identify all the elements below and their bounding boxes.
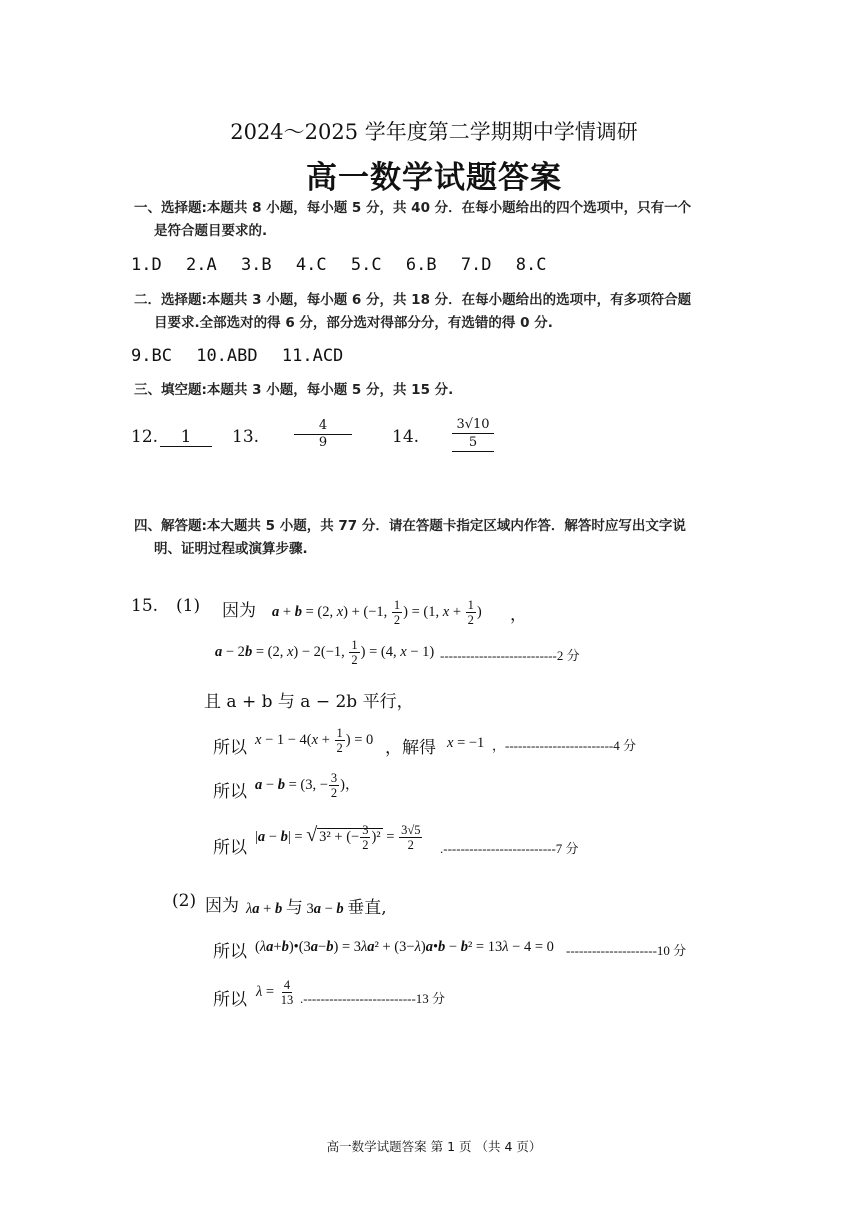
- q15-eq1: a + b = (2, x) + (−1, $\frac{1}{2}$ ) = (1, x + $\frac{1}{2}$ ): [272, 598, 482, 627]
- answer-11: 11.ACD: [281, 346, 344, 366]
- q15-so-3: 所以: [213, 838, 247, 858]
- q15-eq4: a − b = (3, − $\frac{3}{2}$ )，: [255, 771, 360, 800]
- q15-score-2: ---------------------------2 分: [440, 648, 580, 663]
- q15-perp: λa + b 与 3a − b 垂直,: [246, 898, 387, 918]
- q14-denominator: 5: [452, 434, 494, 452]
- q15-score-10: ---------------------10 分: [566, 943, 687, 958]
- answer-3: 3.B: [240, 255, 272, 275]
- q13-numerator: 4: [294, 418, 352, 435]
- fill-q14-label: 14.: [392, 427, 420, 447]
- q15-eq2: a − 2b = (2, x) − 2(−1, $\frac{1}{2}$ ) = (4, x − 1): [215, 638, 435, 667]
- q15-score-7: .--------------------------7 分: [440, 841, 579, 856]
- section-4-line2: 明、证明过程或演算步骤.: [154, 541, 308, 557]
- q15-part2-label: (2): [172, 891, 197, 911]
- q14-numerator: 3√10: [452, 416, 494, 434]
- section-3-line1: 三、填空题:本题共 3 小题，每小题 5 分，共 15 分.: [134, 382, 454, 398]
- q15-eq7: λ = $\frac{4}{13}$: [256, 978, 294, 1007]
- fill-q14-answer: [452, 416, 494, 452]
- fill-q13-answer: [294, 418, 352, 451]
- q15-score-13: .--------------------------13 分: [300, 991, 446, 1006]
- section-4-line1: 四、解答题:本大题共 5 小题，共 77 分．请在答题卡指定区域内作答．解答时应写出文字说: [134, 518, 686, 534]
- answer-6: 6.B: [405, 255, 437, 275]
- q15-parallel: 且 a + b 与 a − 2b 平行，: [204, 692, 414, 712]
- q15-so-5: 所以: [213, 990, 247, 1010]
- answer-10: 10.ABD: [196, 346, 258, 366]
- section-2-line2: 目要求.全部选对的得 6 分，部分选对得部分分，有选错的得 0 分.: [154, 315, 553, 331]
- q15-so-1: 所以: [213, 738, 247, 758]
- q15-eq3: x − 1 − 4(x + $\frac{1}{2}$ ) = 0: [255, 726, 374, 755]
- section-1-line1: 一、选择题:本题共 8 小题，每小题 5 分，共 40 分．在每小题给出的四个选项中，只有一个: [134, 200, 692, 216]
- fill-q13-label: 13.: [232, 427, 260, 447]
- exam-subtitle: 2024～2025 学年度第二学期期中学情调研: [230, 120, 638, 144]
- q15-so-4: 所以: [213, 942, 247, 962]
- section-3-instructions: [134, 379, 453, 402]
- page-footer: 高一数学试题答案 第 1 页 （共 4 页）: [326, 1139, 542, 1154]
- multi-answers: [131, 346, 357, 366]
- fill-q12-answer: [160, 427, 212, 447]
- q15-because-2: 因为: [205, 896, 239, 916]
- mcq-answers: [131, 255, 561, 275]
- section-1-instructions: [134, 197, 691, 243]
- section-2-instructions: [134, 289, 691, 335]
- answer-4: 4.C: [295, 255, 327, 275]
- q15-eq1-comma: ，: [510, 605, 527, 625]
- section-2-line1: 二．选择题:本题共 3 小题，每小题 6 分，共 18 分．在每小题给出的选项中，有多项符合题: [134, 292, 692, 308]
- answer-1: 1.D: [131, 255, 162, 275]
- q15-eq3b: x = −1: [447, 735, 485, 751]
- q12-answer-value: 1: [160, 428, 212, 447]
- answer-2: 2.A: [185, 255, 217, 275]
- section-4-instructions: [134, 515, 686, 561]
- q15-eq5: |a − b| = √ 3² + (− $\frac{3}{2}$ )² = $\frac{3√5}{2}$: [255, 823, 421, 852]
- q15-part1-label: (1): [176, 596, 201, 616]
- page-title: 高一数学试题答案: [306, 160, 562, 196]
- answer-8: 8.C: [515, 255, 547, 275]
- answer-5: 5.C: [350, 255, 382, 275]
- q15-eq6: (λa+b)•(3a−b) = 3λa² + (3−λ)a•b − b² = 13λ − 4 = 0: [255, 939, 554, 955]
- fill-q12-label: 12.: [131, 427, 159, 447]
- section-1-line2: 是符合题目要求的.: [154, 223, 268, 239]
- q15-solve: ，解得: [385, 738, 436, 758]
- answer-7: 7.D: [460, 255, 492, 275]
- q15-score-4: ，-------------------------4 分: [492, 738, 636, 753]
- q15-so-2: 所以: [213, 782, 247, 802]
- q15-label: 15.: [131, 596, 159, 616]
- q15-because: 因为: [222, 601, 256, 621]
- q13-denominator: 9: [318, 435, 328, 450]
- answer-9: 9.BC: [131, 346, 172, 366]
